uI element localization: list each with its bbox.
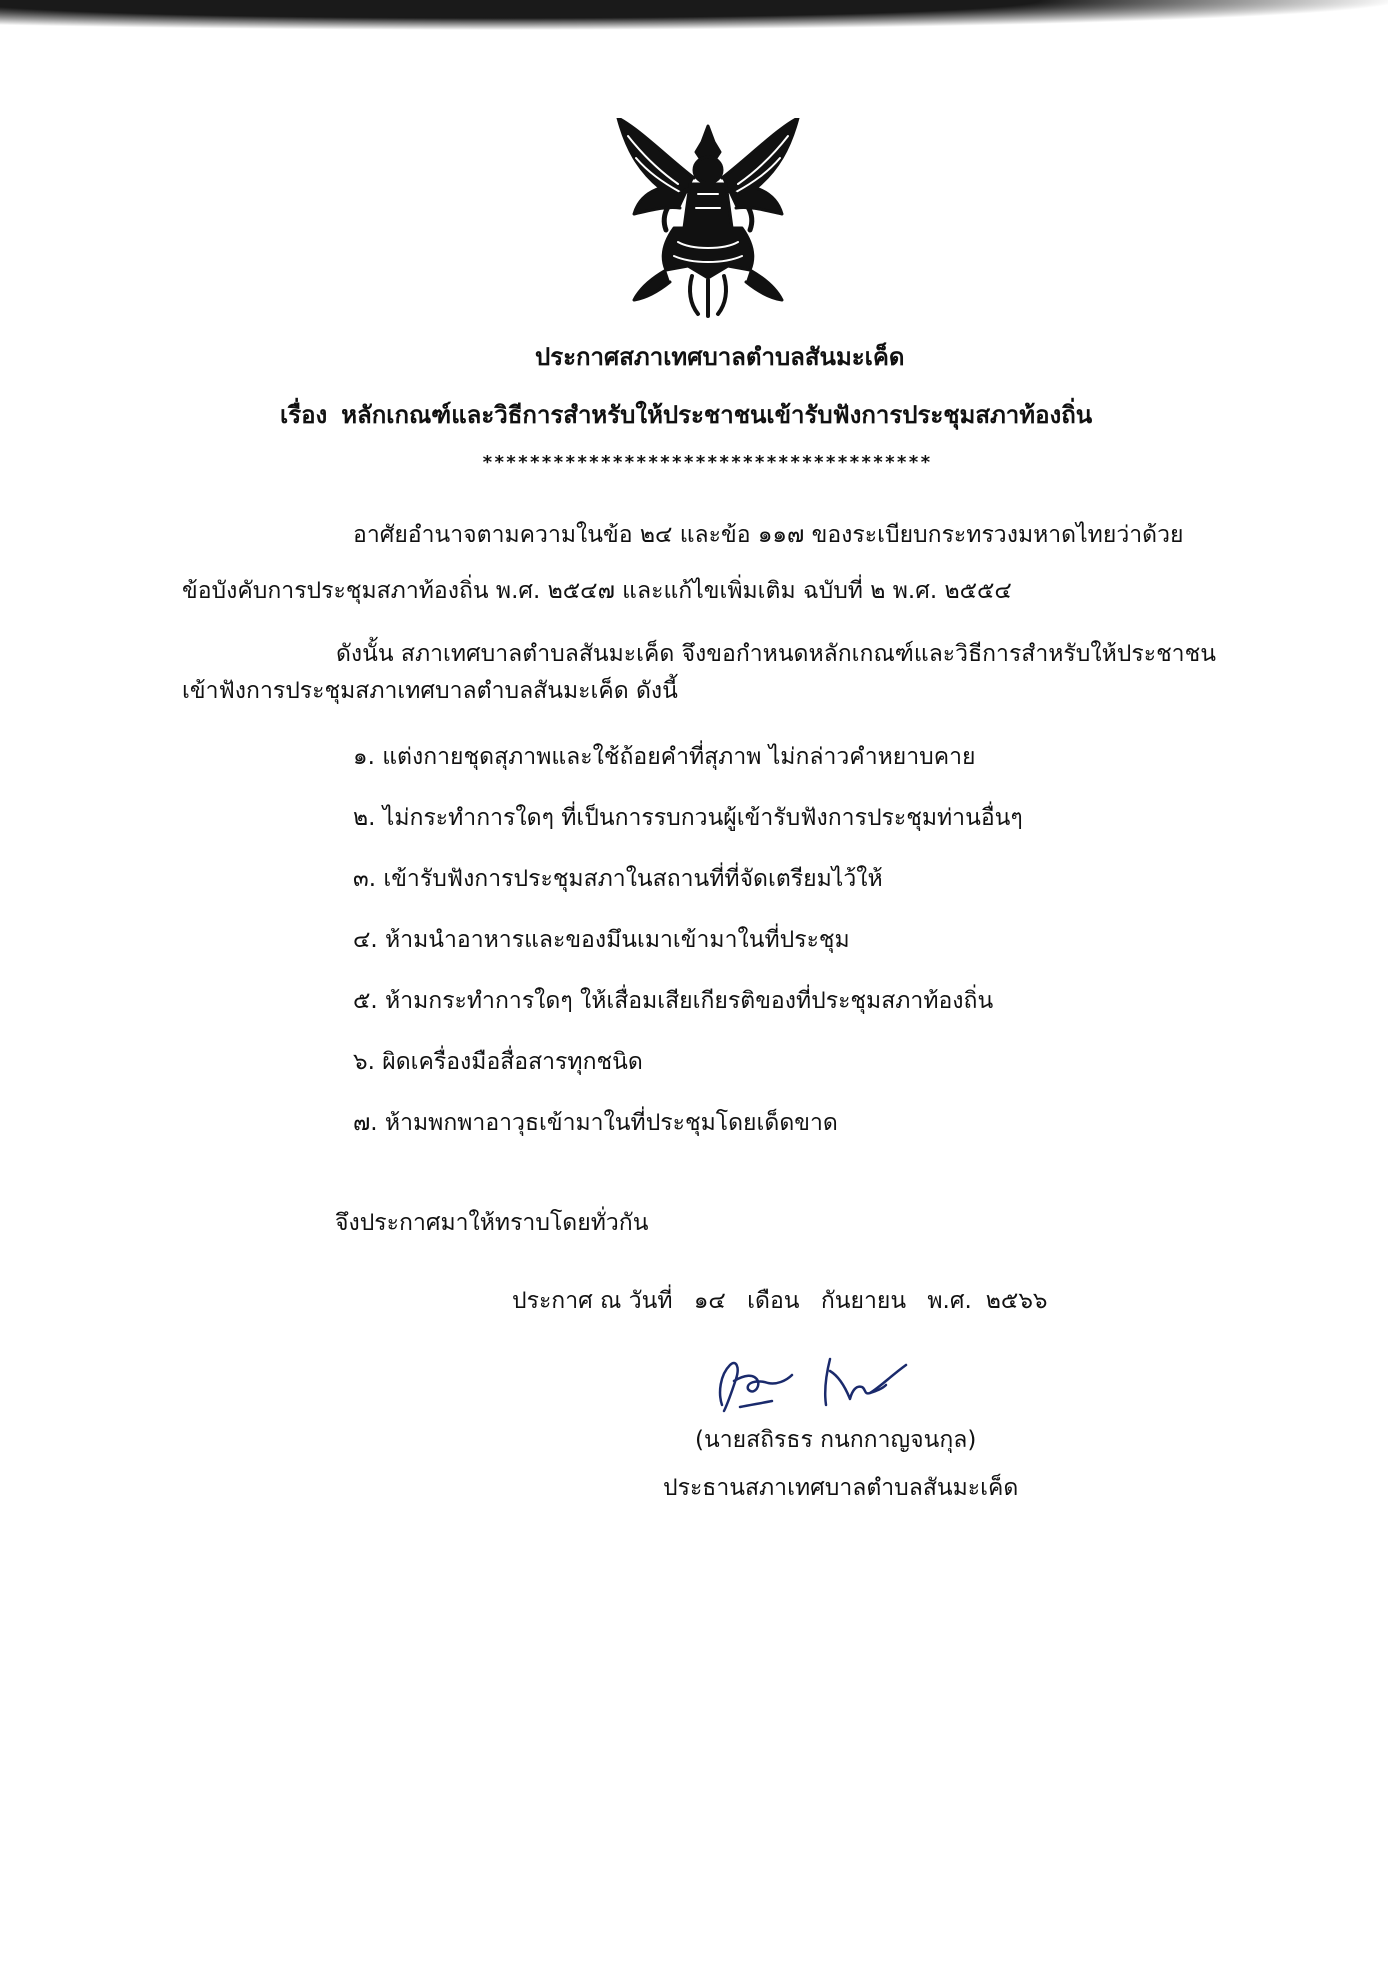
rule-item-6: ๖. ผิดเครื่องมือสื่อสารทุกชนิด [353,1049,643,1075]
rule-item-2: ๒. ไม่กระทำการใดๆ ที่เป็นการรบกวนผู้เข้ารับฟังการประชุมท่านอื่นๆ [353,805,1023,831]
announcement-title: ประกาศสภาเทศบาลตำบลสันมะเค็ด [535,343,905,371]
rule-item-5: ๕. ห้ามกระทำการใดๆ ให้เสื่อมเสียเกียรติของที่ประชุมสภาท้องถิ่น [353,988,994,1014]
paragraph-2-line-1: ดังนั้น สภาเทศบาลตำบลสันมะเค็ด จึงขอกำหนดหลักเกณฑ์และวิธีการสำหรับให้ประชาชน [336,641,1216,667]
date-year-label: พ.ศ. [927,1288,972,1314]
rule-item-7: ๗. ห้ามพกพาอาวุธเข้ามาในที่ประชุมโดยเด็ดขาด [353,1110,838,1136]
rule-item-1: ๑. แต่งกายชุดสุภาพและใช้ถ้อยคำที่สุภาพ ไม่กล่าวคำหยาบคาย [353,744,976,770]
handwritten-signature-icon [700,1345,940,1425]
subject-text: หลักเกณฑ์และวิธีการสำหรับให้ประชาชนเข้ารับฟังการประชุมสภาท้องถิ่น [341,401,1093,429]
date-year: ๒๕๖๖ [985,1288,1048,1314]
date-month-label: เดือน [747,1288,800,1314]
paragraph-1-line-1: อาศัยอำนาจตามความในข้อ ๒๔ และข้อ ๑๑๗ ของระเบียบกระทรวงมหาดไทยว่าด้วย [353,522,1184,548]
date-month: กันยายน [820,1288,907,1314]
date-prefix: ประกาศ ณ วันที่ [512,1288,673,1314]
separator-stars: ************************************** [482,452,932,473]
subject-line [280,395,1092,434]
garuda-emblem-icon [608,118,808,318]
scan-shadow [0,0,1388,30]
signatory-position: ประธานสภาเทศบาลตำบลสันมะเค็ด [663,1475,1019,1501]
paragraph-2-line-2: เข้าฟังการประชุมสภาเทศบาลตำบลสันมะเค็ด ดังนี้ [182,678,678,704]
closing-statement: จึงประกาศมาให้ทราบโดยทั่วกัน [335,1210,649,1236]
date-day: ๑๔ [693,1288,726,1314]
subject-label: เรื่อง [280,401,328,429]
paragraph-1-line-2: ข้อบังคับการประชุมสภาท้องถิ่น พ.ศ. ๒๕๔๗ และแก้ไขเพิ่มเติม ฉบับที่ ๒ พ.ศ. ๒๕๕๔ [182,578,1012,604]
rule-item-3: ๓. เข้ารับฟังการประชุมสภาในสถานที่ที่จัดเตรียมไว้ให้ [353,866,883,892]
rule-item-4: ๔. ห้ามนำอาหารและของมึนเมาเข้ามาในที่ประชุม [353,927,850,953]
signatory-name: (นายสถิรธร กนกกาญจนกุล) [695,1427,977,1453]
announcement-date [512,1283,1062,1319]
